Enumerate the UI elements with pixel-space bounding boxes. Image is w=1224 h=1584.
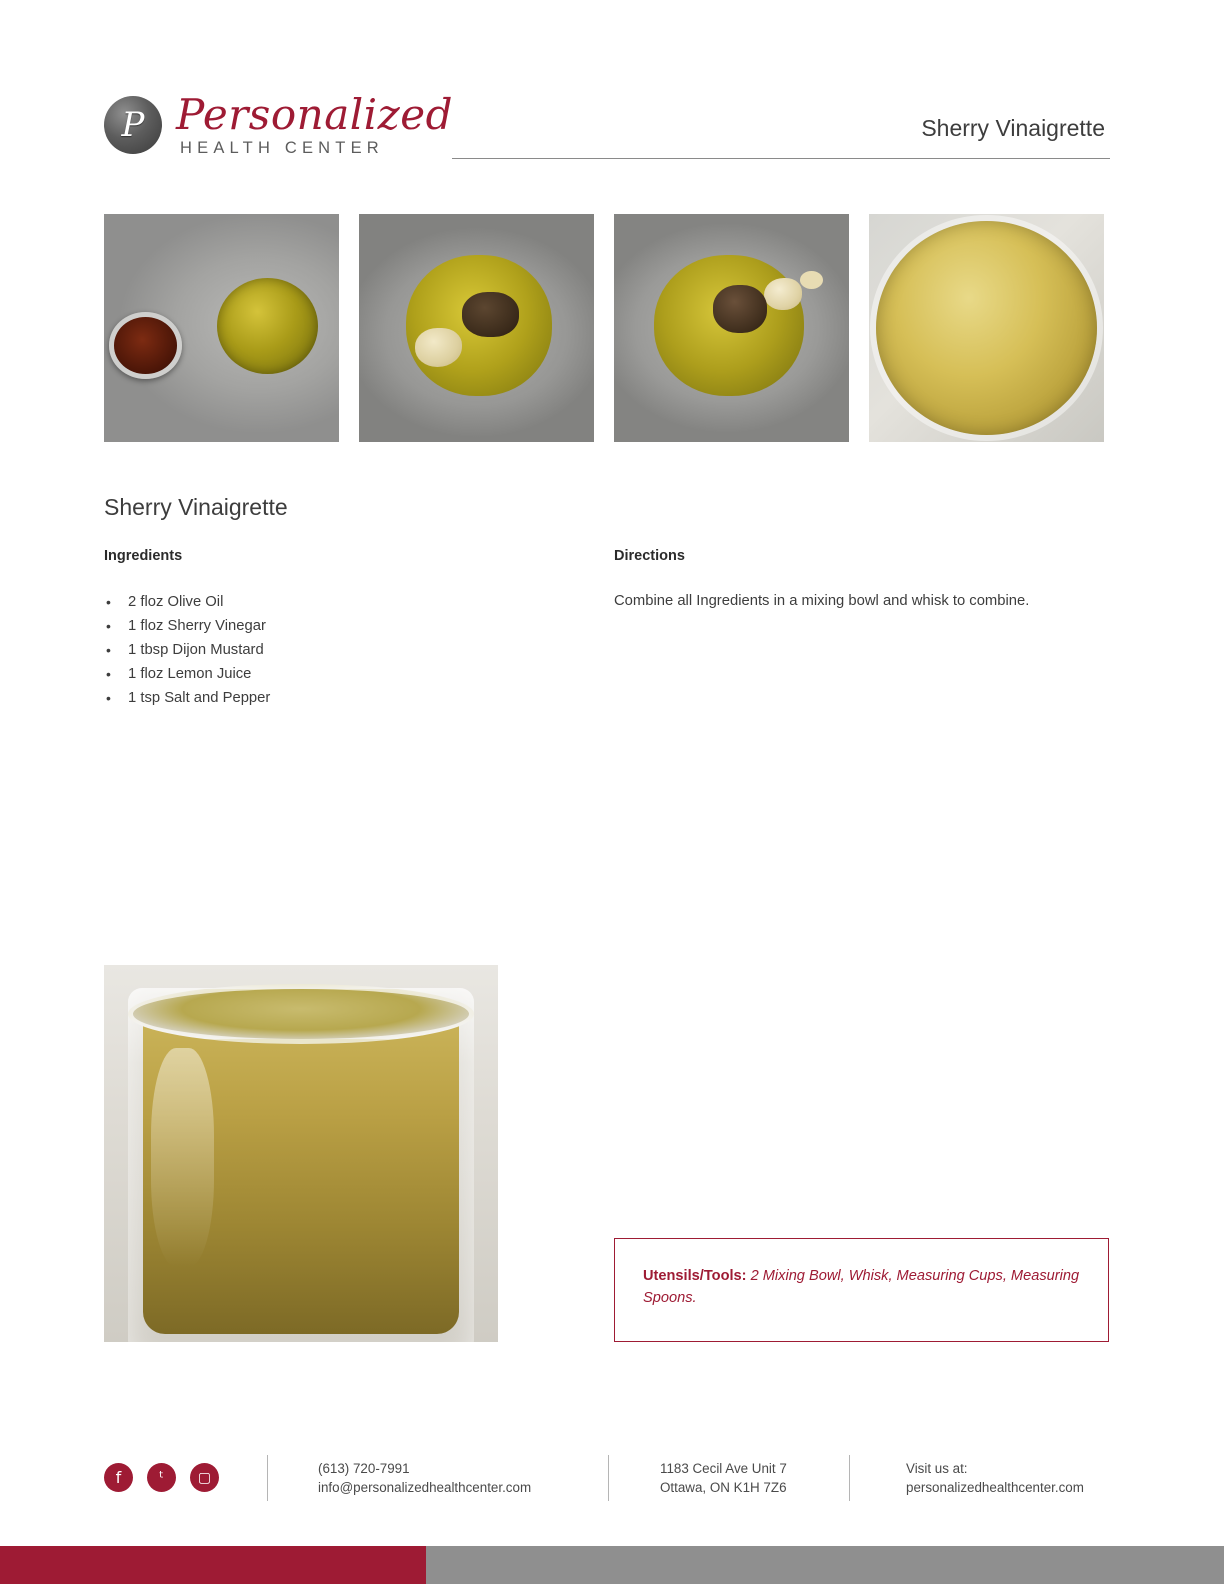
utensils-text	[643, 1265, 1080, 1309]
phone-number[interactable]: (613) 720-7991	[318, 1461, 410, 1476]
directions-column	[614, 548, 1109, 612]
page-footer	[0, 1455, 1224, 1535]
footer-divider	[267, 1455, 268, 1501]
list-item: • 2 floz Olive Oil	[104, 590, 574, 614]
visit-label: Visit us at:	[906, 1461, 968, 1476]
logo-title: Personalized	[176, 90, 453, 139]
bottom-bar-accent	[0, 1546, 426, 1584]
step-photo-3	[614, 214, 849, 442]
email-address[interactable]: info@personalizedhealthcenter.com	[318, 1480, 532, 1495]
website-block	[906, 1459, 1084, 1497]
directions-heading: Directions	[614, 548, 685, 564]
header-divider	[452, 158, 1110, 159]
utensils-value: 2 Mixing Bowl, Whisk, Measuring Cups, Measuring Spoons.	[643, 1268, 1080, 1306]
directions-text: Combine all Ingredients in a mixing bowl and whisk to combine.	[614, 593, 1030, 609]
mustard-blob	[764, 278, 802, 310]
logo-subtitle: HEALTH CENTER	[180, 139, 384, 157]
bottom-bar-grey	[426, 1546, 1224, 1584]
address-line-2: Ottawa, ON K1H 7Z6	[660, 1480, 787, 1495]
logo-monogram-icon	[104, 96, 162, 154]
step-photo-4	[869, 214, 1104, 442]
list-item: • 1 tsp Salt and Pepper	[104, 686, 574, 710]
hero-photo	[104, 965, 498, 1342]
utensils-label: Utensils/Tools:	[643, 1268, 747, 1284]
mustard-blob	[415, 328, 462, 367]
step-photo-strip	[104, 214, 1109, 442]
instagram-icon[interactable]: ▢	[190, 1463, 219, 1492]
ingredients-column	[104, 548, 574, 710]
page-header	[0, 0, 1224, 180]
contact-block	[318, 1459, 531, 1497]
website-url[interactable]: personalizedhealthcenter.com	[906, 1480, 1084, 1495]
address-block	[660, 1459, 787, 1497]
bottom-color-bar	[0, 1546, 1224, 1584]
ingredients-heading: Ingredients	[104, 548, 183, 564]
logo-text	[176, 90, 453, 157]
address-line-1: 1183 Cecil Ave Unit 7	[660, 1461, 787, 1476]
twitter-icon[interactable]: ᵗ	[147, 1463, 176, 1492]
social-links	[104, 1463, 219, 1492]
page-title: Sherry Vinaigrette	[921, 115, 1105, 141]
ingredients-list	[104, 590, 574, 710]
step-photo-2	[359, 214, 594, 442]
jar-rim	[128, 984, 475, 1044]
step-photo-1	[104, 214, 339, 442]
list-item: • 1 floz Lemon Juice	[104, 662, 574, 686]
brand-logo	[104, 90, 453, 157]
list-item: • 1 floz Sherry Vinegar	[104, 614, 574, 638]
jar-highlight	[151, 1048, 214, 1267]
footer-divider	[608, 1455, 609, 1501]
recipe-title: Sherry Vinaigrette	[104, 494, 288, 520]
facebook-icon[interactable]: f	[104, 1463, 133, 1492]
mustard-blob-small	[800, 271, 824, 289]
footer-divider	[849, 1455, 850, 1501]
list-item: • 1 tbsp Dijon Mustard	[104, 638, 574, 662]
utensils-box	[614, 1238, 1109, 1342]
